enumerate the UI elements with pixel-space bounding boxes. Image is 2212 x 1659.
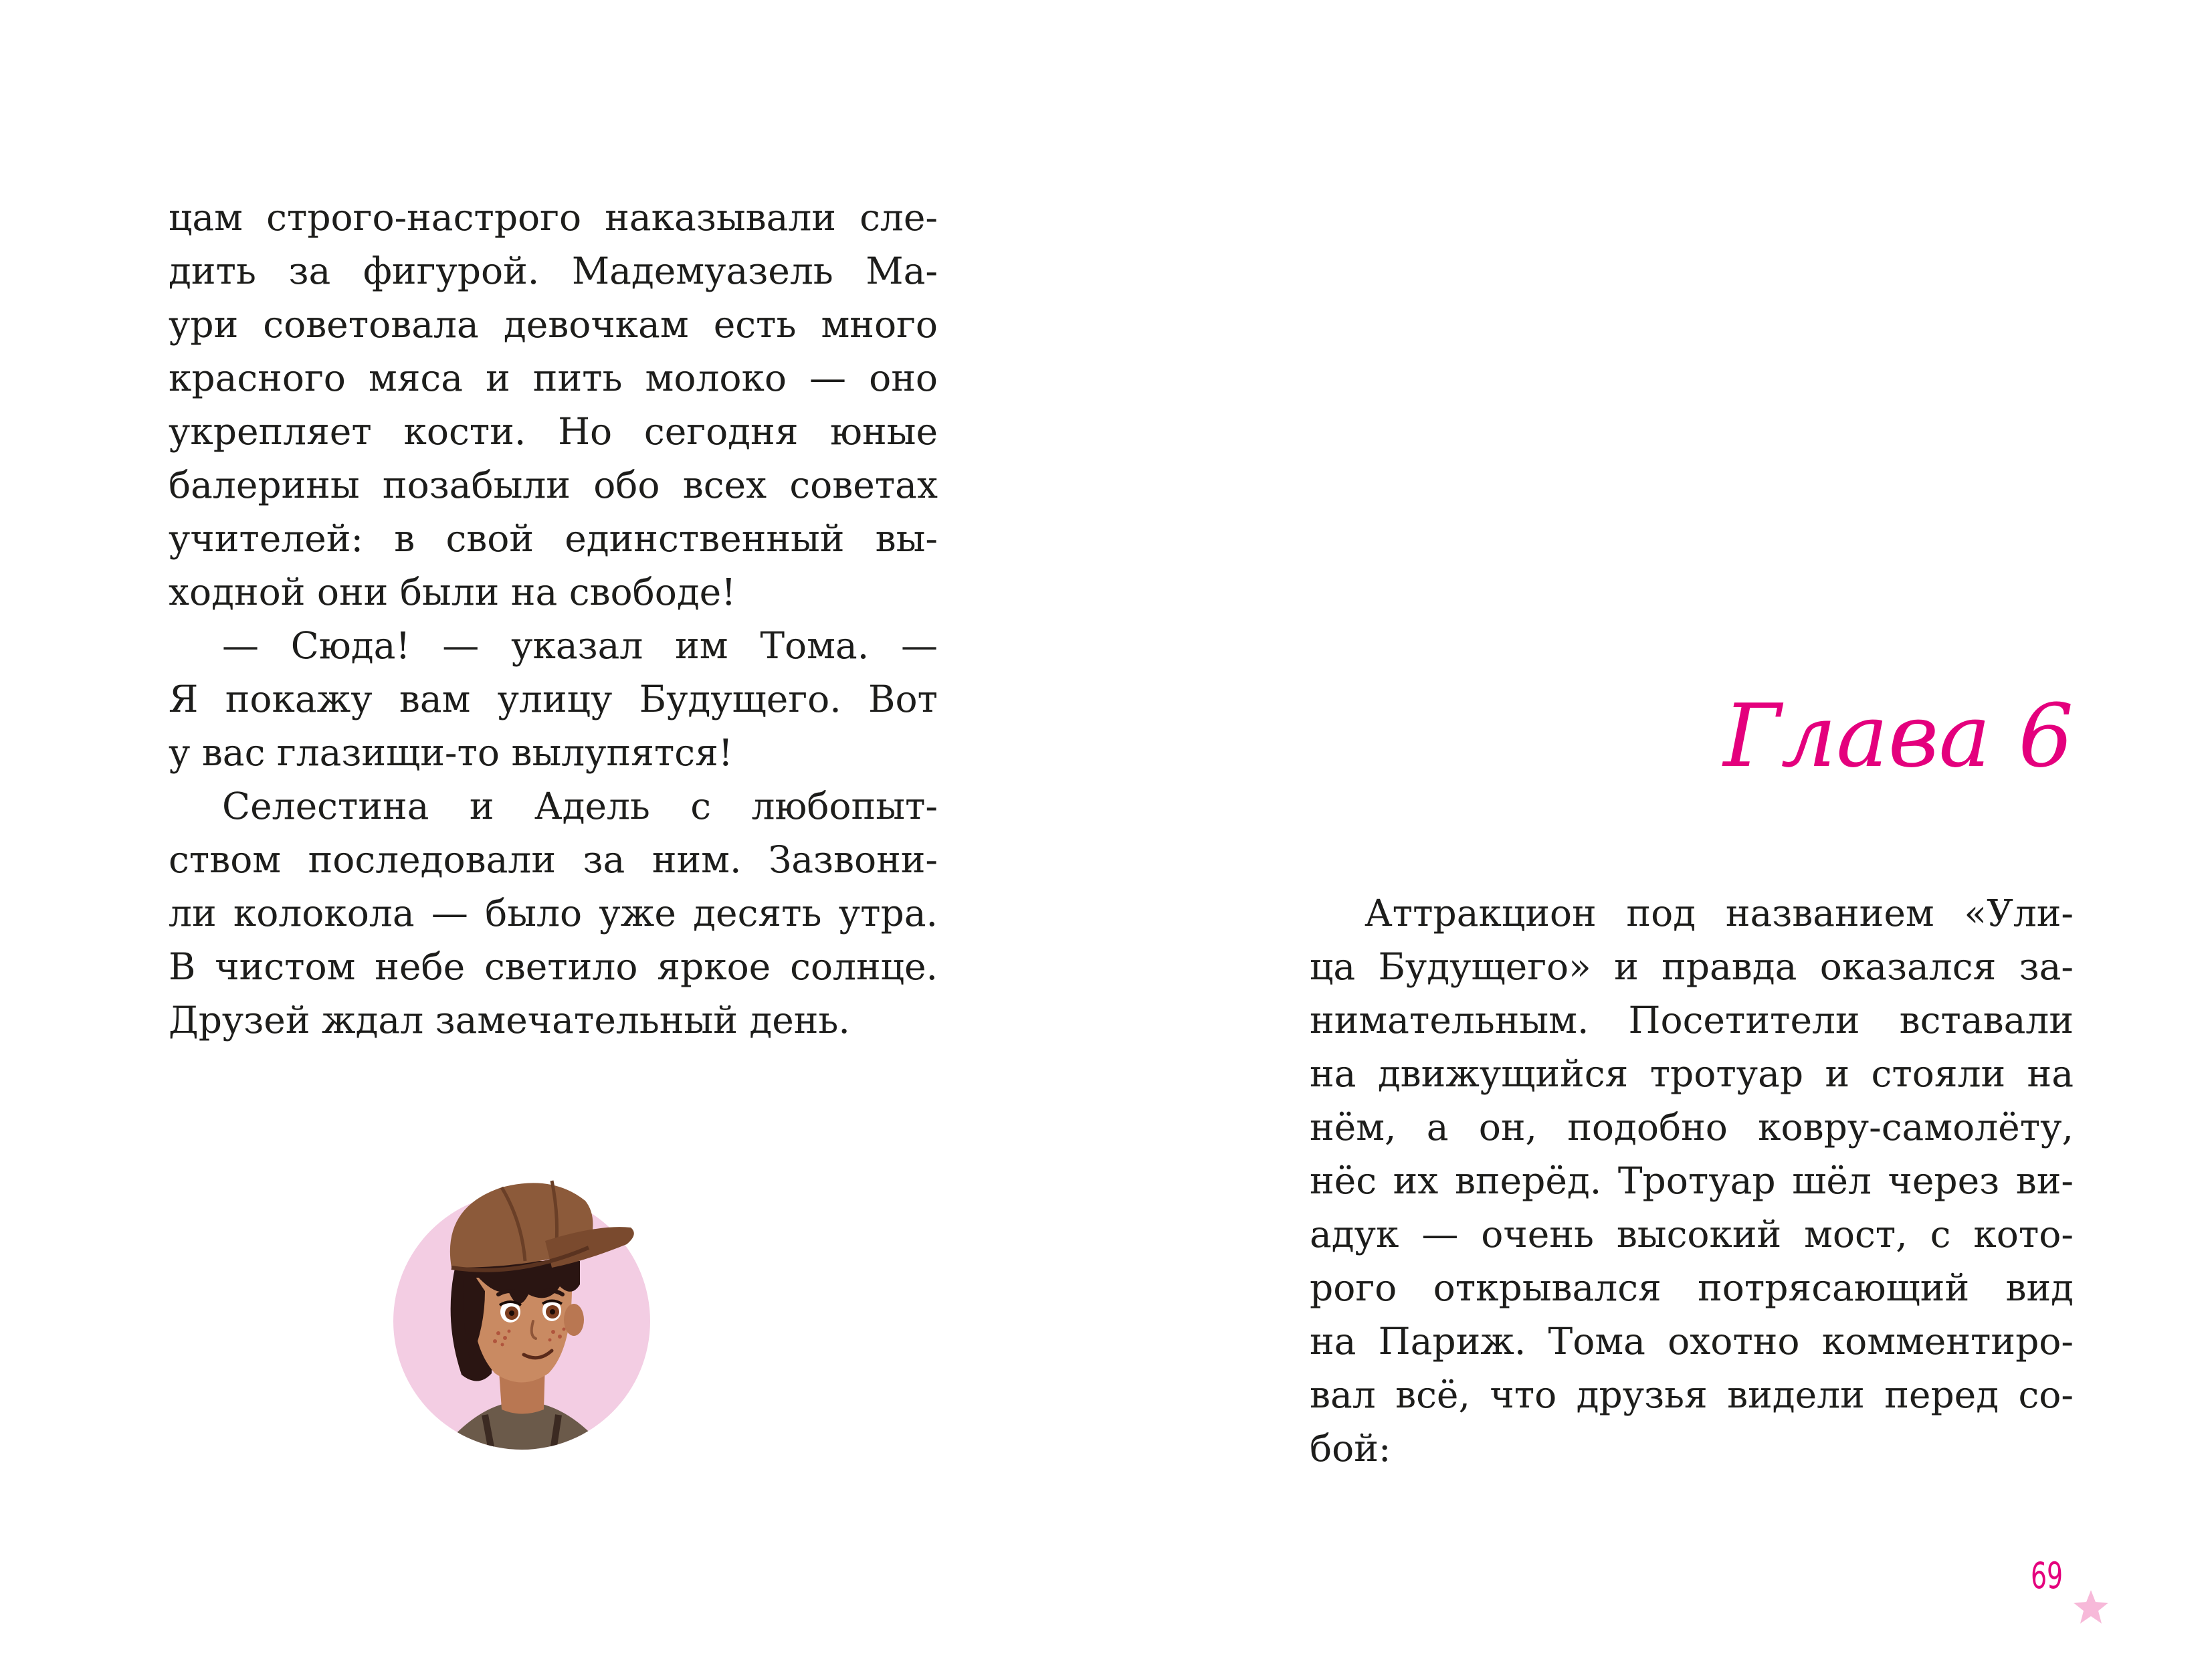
- body-line: ством последовали за ним. Зазвони-: [169, 838, 938, 881]
- body-line: нимательным. Посетители вставали: [1310, 999, 2074, 1042]
- character-portrait-illustration: [385, 1161, 652, 1455]
- body-line: Селестина и Адель с любопыт-: [222, 785, 938, 827]
- body-line: ца Будущего» и правда оказался за-: [1310, 945, 2074, 988]
- dialogue-line: Я покажу вам улицу Будущего. Вот: [169, 678, 938, 720]
- dialogue-line-last: у вас глазищи-то вылупятся!: [169, 731, 733, 774]
- star-icon: [2072, 1589, 2110, 1626]
- body-line: учителей: в свой единственный вы-: [169, 517, 938, 560]
- body-line-last: ходной они были на свободе!: [169, 571, 736, 613]
- body-line: Аттракцион под названием «Ули-: [1365, 892, 2074, 935]
- body-line: ли колокола — было уже десять утра.: [169, 892, 938, 935]
- page-folio: [2020, 1552, 2114, 1632]
- body-line-last: бой:: [1310, 1427, 1391, 1470]
- body-line: дить за фигурой. Мадемуазель Ма-: [169, 250, 938, 292]
- dialogue-line: — Сюда! — указал им Тома. —: [222, 624, 938, 667]
- body-line: укрепляет кости. Но сегодня юные: [169, 410, 938, 453]
- character-portrait-icon: [385, 1161, 652, 1455]
- body-line: В чистом небе светило яркое солнце.: [169, 945, 938, 988]
- body-line-last: Друзей ждал замечательный день.: [169, 999, 850, 1042]
- body-line: цам строго-настрого наказывали сле-: [169, 196, 938, 239]
- body-line: балерины позабыли обо всех советах: [169, 464, 938, 506]
- page-number: 69: [2030, 1555, 2064, 1597]
- body-line: адук — очень высокий мост, с кото-: [1310, 1213, 2074, 1256]
- chapter-title: [1712, 682, 2087, 803]
- body-line: вал всё, что друзья видели перед со-: [1310, 1373, 2074, 1416]
- chapter-title-text: Глава 6: [1723, 685, 2074, 787]
- body-line: рого открывался потрясающий вид: [1310, 1266, 2074, 1309]
- body-line: на Париж. Тома охотно комментиро-: [1310, 1320, 2074, 1363]
- body-line: нём, а он, подобно ковру-самолёту,: [1310, 1106, 2074, 1149]
- body-line: ури советовала девочкам есть много: [169, 303, 938, 346]
- body-line: красного мяса и пить молоко — оно: [169, 357, 938, 399]
- body-line: нёс их вперёд. Тротуар шёл через ви-: [1310, 1159, 2074, 1202]
- body-line: на движущийся тротуар и стояли на: [1310, 1052, 2074, 1095]
